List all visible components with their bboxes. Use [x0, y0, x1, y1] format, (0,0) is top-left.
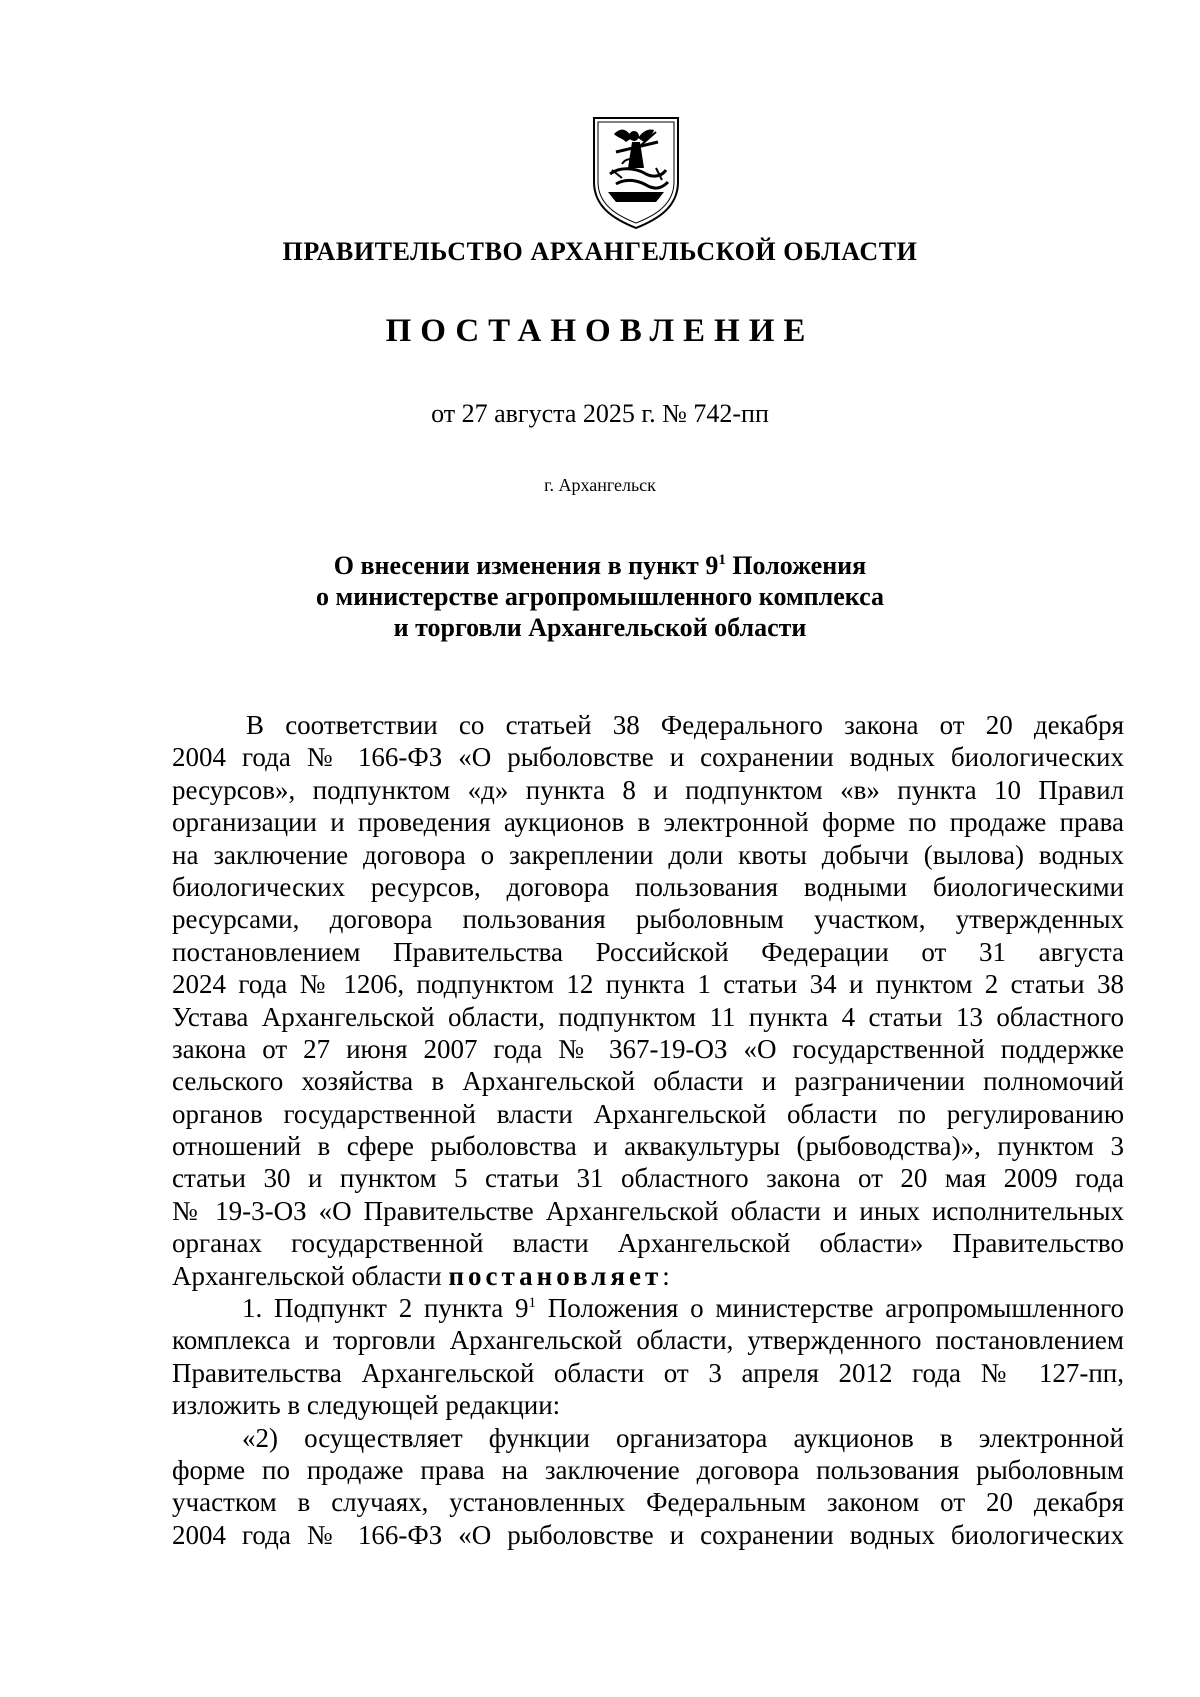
subject-line-2: о министерстве агропромышленного комплекса — [316, 582, 884, 611]
body-line: биологических ресурсов, договора пользования водными биологическими — [172, 871, 1124, 902]
item-1-line: изложить в следующей редакции: — [172, 1390, 561, 1421]
body-line: постановлением Правительства Российской Федерации от 31 августа — [172, 936, 1124, 967]
body-line: ресурсами, договора пользования рыболовным участком, утвержденных — [172, 904, 1124, 935]
item-1-superscript: 1 — [528, 1295, 537, 1312]
document-date-number: от 27 августа 2025 г. № 742-пп — [431, 399, 769, 428]
subject-superscript: 1 — [718, 552, 726, 568]
body-line: органов государственной власти Архангельской области по регулированию — [172, 1098, 1124, 1129]
item-1-line: Правительства Архангельской области от 3 апреля 2012 года № 127-пп, — [172, 1357, 1124, 1388]
quote-line: 2004 года № 166-ФЗ «О рыболовстве и сохранении водных биологических — [172, 1519, 1124, 1550]
body-line: № 19-3-ОЗ «О Правительстве Архангельской области и иных исполнительных — [172, 1195, 1124, 1226]
body-line: отношений в сфере рыболовства и аквакультуры (рыбоводства)», пунктом 3 — [172, 1131, 1124, 1162]
quote-line: участком в случаях, установленных Федеральным законом от 20 декабря — [172, 1487, 1124, 1518]
coat-of-arms-icon — [586, 112, 686, 232]
body-line: на заключение договора о закреплении доли квоты добычи (вылова) водных — [172, 839, 1124, 870]
body-line: В соответствии со статьей 38 Федерального закона от 20 декабря — [246, 710, 1124, 740]
subject-line-3: и торговли Архангельской области — [393, 613, 807, 642]
quote-line: «2) осуществляет функции организатора аукционов в электронной — [242, 1422, 1124, 1453]
body-line: 2024 года № 1206, подпунктом 12 пункта 1 статьи 34 и пунктом 2 статьи 38 — [172, 969, 1124, 1000]
document-city: г. Архангельск — [544, 475, 656, 495]
document-type-title: ПОСТАНОВЛЕНИЕ — [385, 313, 815, 349]
resolves-keyword: постановляет — [448, 1260, 663, 1291]
organization-title: ПРАВИТЕЛЬСТВО АРХАНГЕЛЬСКОЙ ОБЛАСТИ — [282, 237, 918, 266]
body-line: ресурсов», подпунктом «д» пункта 8 и подпунктом «в» пункта 10 Правил — [172, 774, 1124, 805]
document-subject — [0, 550, 1200, 643]
body-line: Устава Архангельской области, подпунктом 11 пункта 4 статьи 13 областного — [172, 1001, 1124, 1032]
document-body — [172, 709, 1124, 1551]
body-line: закона от 27 июня 2007 года № 367-19-ОЗ «О государственной поддержке — [172, 1033, 1124, 1064]
body-line: органах государственной власти Архангельской области» Правительство — [172, 1228, 1124, 1259]
item-1-line: 1. Подпункт 2 пункта $9^1$ Положения о министерстве агропромышленного — [242, 1293, 1124, 1324]
body-line: 2004 года № 166-ФЗ «О рыболовстве и сохранении водных биологических — [172, 742, 1124, 773]
quote-line: форме по продаже права на заключение договора пользования рыболовным — [172, 1454, 1124, 1485]
item-1-line: комплекса и торговли Архангельской области, утвержденного постановлением — [172, 1325, 1124, 1356]
body-line-resolves: Архангельской области постановляет: — [172, 1260, 670, 1291]
subject-line-1: О внесении изменения в пункт $9^1$ Положения — [333, 551, 867, 580]
body-line: статьи 30 и пунктом 5 статьи 31 областного закона от 20 мая 2009 года — [172, 1163, 1124, 1194]
body-line: сельского хозяйства в Архангельской области и разграничении полномочий — [172, 1066, 1124, 1097]
body-line: организации и проведения аукционов в электронной форме по продаже права — [172, 807, 1124, 838]
